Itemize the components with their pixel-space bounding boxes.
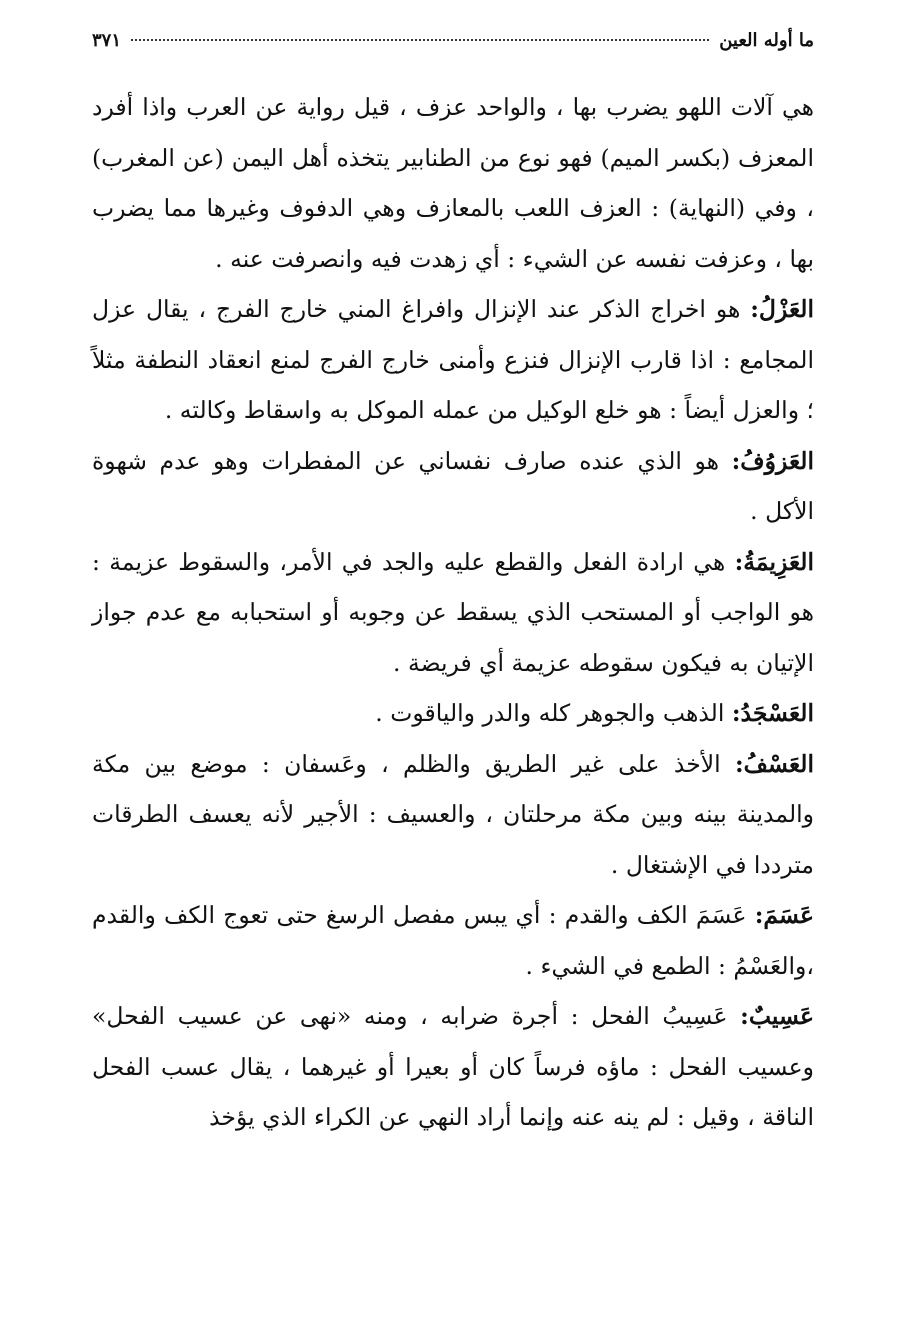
entry-text: عَسَمَ الكف والقدم : أي يبس مفصل الرسغ حتى تعوج الكف والقدم ،والعَسْمُ : الطمع في الشيء . [92,901,814,980]
running-header [92,30,814,70]
entry-text: هو اخراج الذكر عند الإنزال وافراغ المني خارج الفرج ، يقال عزل المجامع : اذا قارب الإنزال فنزع وأمنى خارج الفرج لمنع انعقاد النطفة مثلاً ؛ والعزل أيضاً : هو خلع الوكيل من عمله الموكل به واسقاط وكالته . [92,295,814,424]
entry-asama [92,890,814,991]
entry-term: عَسِيبٌ: [740,1002,814,1030]
entry-alazima [92,537,814,689]
entry-continuation [92,82,814,284]
entry-alazuf [92,436,814,537]
page-body [92,82,814,1143]
entry-term: العَسْجَدُ: [731,699,814,727]
entry-text: هو الذي عنده صارف نفساني عن المفطرات وهو عدم شهوة الأكل . [92,446,814,525]
entry-alasjad [92,688,814,739]
entry-term: العَزوُفُ: [731,446,814,475]
entry-term: العَسْفُ: [735,749,814,778]
entry-term: العَزْلُ: [750,295,814,323]
entry-alasf [92,739,814,891]
entry-term: العَزِيمَةُ: [734,547,814,576]
entry-term: عَسَمَ: [754,901,814,929]
leader-dots [131,39,709,41]
entry-alazl [92,284,814,436]
running-title: ما أوله العين [719,30,814,51]
entry-text: هي آلات اللهو يضرب بها ، والواحد عزف ، قيل رواية عن العرب واذا أفرد المعزف (بكسر الميم) فهو نوع من الطنابير يتخذه أهل اليمن (عن المغرب) ، وفي (النهاية) : العزف اللعب بالمعازف وهي الدفوف وغيرها مما يضرب بها ، وعزفت نفسه عن الشيء : أي زهدت فيه وانصرفت عنه . [92,93,814,273]
entry-asib [92,991,814,1143]
entry-text: الذهب والجوهر كله والدر والياقوت . [375,699,732,727]
dictionary-page [92,30,814,1143]
page-number: ٣٧١ [92,30,122,51]
entry-text: الأخذ على غير الطريق والظلم ، وعَسفان : موضع بين مكة والمدينة بينه وبين مكة مرحلتان ، والعسيف : الأجير لأنه يعسف الطرقات مترددا في الإشتغال . [92,749,814,879]
entry-text: عَسِيبُ الفحل : أجرة ضرابه ، ومنه «نهى عن عسيب الفحل» وعسيب الفحل : ماؤه فرساً كان أو بعيرا أو غيرهما ، يقال عسب الفحل الناقة ، وقيل : لم ينه عنه وإنما أراد النهي عن الكراء الذي يؤخذ [92,1002,814,1131]
entry-text: هي ارادة الفعل والقطع عليه والجد في الأمر، والسقوط عزيمة : هو الواجب أو المستحب الذي يسقط عن وجوبه أو استحبابه مع عدم جواز الإتيان به فيكون سقوطه عزيمة أي فريضة . [92,547,814,677]
